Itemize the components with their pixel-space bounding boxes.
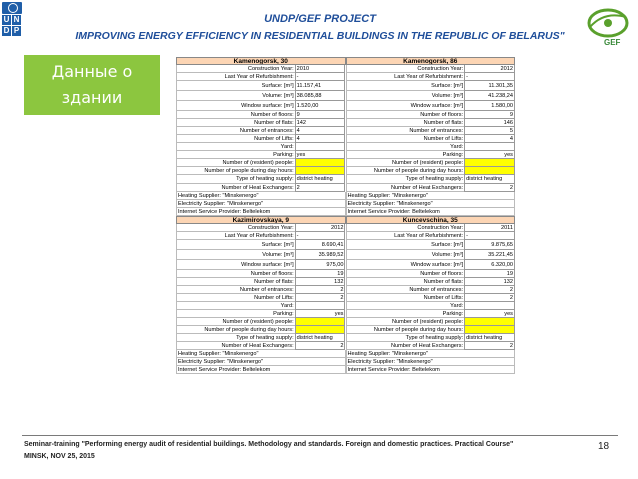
supplier-row: [176, 192, 515, 200]
field-label: Number of Lifts:: [346, 135, 465, 143]
field-value: [295, 167, 346, 175]
field-label: Number of entrances:: [176, 127, 295, 135]
row-right-half: [346, 101, 516, 111]
field-label: Number of Lifts:: [346, 294, 465, 302]
row-right-half: [346, 286, 516, 294]
field-label: Number of people during day hours:: [346, 326, 465, 334]
supplier-info: Internet Service Provider: Beltelekom: [346, 208, 516, 216]
undp-letter-d: D: [3, 26, 10, 35]
field-value: [464, 167, 515, 175]
row-right-half: [346, 342, 516, 350]
field-label: Number of flats:: [176, 278, 295, 286]
row-left-half: [176, 334, 346, 342]
field-value: 38.085,88: [295, 91, 346, 101]
field-value: 19: [464, 270, 515, 278]
field-label: Parking:: [176, 151, 295, 159]
row-left-half: [176, 302, 346, 310]
field-label: Volume: [m³]: [346, 250, 465, 260]
field-value: 2: [464, 184, 515, 192]
field-label: Number of Lifts:: [176, 135, 295, 143]
row-right-half: [346, 270, 516, 278]
field-label: Number of floors:: [176, 270, 295, 278]
field-value: 35.989,52: [295, 250, 346, 260]
footer-location-date: MINSK, NOV 25, 2015: [24, 453, 95, 460]
supplier-left: [176, 200, 346, 208]
row-right-half: [346, 91, 516, 101]
gef-logo-text: GEF: [604, 38, 621, 47]
field-label: Number of (resident) people:: [176, 159, 295, 167]
row-right-half: [346, 240, 516, 250]
field-label: Construction Year:: [346, 65, 465, 73]
row-left-half: [176, 111, 346, 119]
field-value: [464, 159, 515, 167]
supplier-left: [176, 366, 346, 374]
field-label: Number of people during day hours:: [346, 167, 465, 175]
field-value: 2010: [295, 65, 346, 73]
field-value: [464, 143, 515, 151]
field-value: district heating: [464, 334, 515, 342]
supplier-row: [176, 200, 515, 208]
field-label: Window surface: [m²]: [346, 260, 465, 270]
table-row: [176, 119, 515, 127]
field-value: -: [464, 232, 515, 240]
row-right-half: [346, 143, 516, 151]
field-label: Yard:: [346, 143, 465, 151]
supplier-info: Heating Supplier: "Minskenergo": [176, 192, 346, 200]
building-data-label-line1: Данные о: [51, 62, 133, 81]
footer-divider: [22, 435, 618, 436]
field-value: -: [295, 73, 346, 81]
supplier-info: Internet Service Provider: Beltelekom: [346, 366, 516, 374]
field-value: [464, 326, 515, 334]
row-left-half: [176, 167, 346, 175]
row-left-half: [176, 250, 346, 260]
field-value: 2: [464, 342, 515, 350]
table-row: [176, 159, 515, 167]
row-left-half: [176, 278, 346, 286]
row-right-half: [346, 326, 516, 334]
undp-logo: [2, 2, 22, 46]
field-label: Volume: [m³]: [176, 250, 295, 260]
field-value: 1.580,00: [464, 101, 515, 111]
supplier-info: Internet Service Provider: Beltelekom: [176, 366, 346, 374]
table-row: [176, 101, 515, 111]
row-right-half: [346, 65, 516, 73]
supplier-row: [176, 358, 515, 366]
row-left-half: [176, 151, 346, 159]
table-row: [176, 184, 515, 192]
table-row: [176, 240, 515, 250]
field-value: [464, 302, 515, 310]
supplier-info: Internet Service Provider: Beltelekom: [176, 208, 346, 216]
table-row: [176, 65, 515, 73]
un-emblem-icon: [2, 2, 22, 14]
supplier-info: Heating Supplier: "Minskenergo": [346, 350, 516, 358]
row-left-half: [176, 294, 346, 302]
field-value: [295, 302, 346, 310]
field-label: Type of heating supply:: [176, 175, 295, 183]
table-row: [176, 73, 515, 81]
field-value: 4: [295, 127, 346, 135]
row-right-half: [346, 250, 516, 260]
field-value: 4: [295, 135, 346, 143]
supplier-right: [346, 358, 516, 366]
table-row: [176, 81, 515, 91]
row-left-half: [176, 310, 346, 318]
field-label: Number of entrances:: [176, 286, 295, 294]
field-label: Number of Heat Exchangers:: [176, 342, 295, 350]
row-right-half: [346, 184, 516, 192]
field-label: Last Year of Refurbishment:: [346, 73, 465, 81]
field-value: -: [295, 232, 346, 240]
field-value: 9: [464, 111, 515, 119]
table-row: [176, 318, 515, 326]
building-block-header: [176, 216, 515, 224]
row-left-half: [176, 91, 346, 101]
field-value: 2011: [464, 224, 515, 232]
field-value: 2: [295, 342, 346, 350]
field-value: 35.221,45: [464, 250, 515, 260]
row-left-half: [176, 81, 346, 91]
table-row: [176, 260, 515, 270]
field-value: [295, 159, 346, 167]
row-right-half: [346, 81, 516, 91]
field-label: Construction Year:: [176, 65, 295, 73]
undp-letter-p: P: [13, 26, 20, 35]
table-row: [176, 302, 515, 310]
table-row: [176, 250, 515, 260]
row-left-half: [176, 260, 346, 270]
building-data-label: [24, 55, 160, 115]
supplier-right: [346, 192, 516, 200]
row-right-half: [346, 310, 516, 318]
field-label: Window surface: [m²]: [176, 260, 295, 270]
building-name-left: Kamenogorsk, 30: [176, 57, 346, 65]
field-label: Window surface: [m²]: [176, 101, 295, 111]
field-label: Number of flats:: [346, 278, 465, 286]
field-value: yes: [464, 151, 515, 159]
field-value: 132: [295, 278, 346, 286]
supplier-right: [346, 350, 516, 358]
table-row: [176, 167, 515, 175]
row-right-half: [346, 278, 516, 286]
supplier-left: [176, 192, 346, 200]
field-label: Number of entrances:: [346, 286, 465, 294]
supplier-info: Heating Supplier: "Minskenergo": [346, 192, 516, 200]
field-label: Number of floors:: [346, 270, 465, 278]
row-left-half: [176, 326, 346, 334]
field-value: 5: [464, 127, 515, 135]
field-label: Last Year of Refurbishment:: [346, 232, 465, 240]
field-label: Volume: [m³]: [176, 91, 295, 101]
supplier-info: Electricity Supplier: "Minskenergo": [176, 358, 346, 366]
row-left-half: [176, 224, 346, 232]
building-name-right: Kuncevschina, 35: [346, 216, 516, 224]
row-left-half: [176, 240, 346, 250]
row-left-half: [176, 318, 346, 326]
field-label: Window surface: [m²]: [346, 101, 465, 111]
field-label: Parking:: [346, 310, 465, 318]
row-left-half: [176, 342, 346, 350]
field-value: 9.875,65: [464, 240, 515, 250]
supplier-right: [346, 200, 516, 208]
supplier-row: [176, 208, 515, 216]
row-right-half: [346, 294, 516, 302]
field-label: Parking:: [346, 151, 465, 159]
row-right-half: [346, 224, 516, 232]
row-right-half: [346, 175, 516, 183]
field-label: Yard:: [346, 302, 465, 310]
field-label: Surface: [m²]: [346, 240, 465, 250]
row-left-half: [176, 232, 346, 240]
building-data-sheet: [176, 57, 515, 374]
field-label: Type of heating supply:: [346, 334, 465, 342]
field-label: Last Year of Refurbishment:: [176, 73, 295, 81]
row-left-half: [176, 135, 346, 143]
field-value: district heating: [295, 175, 346, 183]
table-row: [176, 127, 515, 135]
table-row: [176, 135, 515, 143]
table-row: [176, 342, 515, 350]
row-left-half: [176, 184, 346, 192]
row-left-half: [176, 159, 346, 167]
field-value: district heating: [295, 334, 346, 342]
building-block-header: [176, 57, 515, 65]
field-label: Number of Heat Exchangers:: [176, 184, 295, 192]
field-value: 975,00: [295, 260, 346, 270]
table-row: [176, 175, 515, 183]
supplier-left: [176, 358, 346, 366]
field-value: [295, 326, 346, 334]
supplier-info: Electricity Supplier: "Minskenergo": [176, 200, 346, 208]
page-number: 18: [598, 441, 610, 452]
table-row: [176, 278, 515, 286]
supplier-info: Heating Supplier: "Minskenergo": [176, 350, 346, 358]
row-left-half: [176, 175, 346, 183]
supplier-info: Electricity Supplier: "Minskenergo": [346, 200, 516, 208]
field-value: 132: [464, 278, 515, 286]
row-right-half: [346, 334, 516, 342]
field-value: 11.157,41: [295, 81, 346, 91]
row-right-half: [346, 73, 516, 81]
field-value: -: [464, 73, 515, 81]
supplier-row: [176, 350, 515, 358]
row-left-half: [176, 73, 346, 81]
row-right-half: [346, 302, 516, 310]
row-right-half: [346, 159, 516, 167]
building-name-left: Kazimirovskaya, 9: [176, 216, 346, 224]
field-value: 146: [464, 119, 515, 127]
field-label: Number of (resident) people:: [346, 159, 465, 167]
field-value: [295, 318, 346, 326]
table-row: [176, 310, 515, 318]
row-left-half: [176, 101, 346, 111]
field-label: Volume: [m³]: [346, 91, 465, 101]
field-value: 2: [464, 294, 515, 302]
row-right-half: [346, 135, 516, 143]
field-value: district heating: [464, 175, 515, 183]
table-row: [176, 286, 515, 294]
table-row: [176, 270, 515, 278]
table-row: [176, 111, 515, 119]
row-left-half: [176, 143, 346, 151]
row-right-half: [346, 318, 516, 326]
field-label: Number of floors:: [176, 111, 295, 119]
field-value: 2: [295, 184, 346, 192]
row-right-half: [346, 111, 516, 119]
field-value: 9: [295, 111, 346, 119]
field-label: Number of people during day hours:: [176, 167, 295, 175]
field-label: Number of (resident) people:: [346, 318, 465, 326]
field-label: Number of Heat Exchangers:: [346, 342, 465, 350]
field-label: Number of Lifts:: [176, 294, 295, 302]
row-right-half: [346, 260, 516, 270]
field-label: Last Year of Refurbishment:: [176, 232, 295, 240]
table-row: [176, 151, 515, 159]
table-row: [176, 224, 515, 232]
field-label: Number of entrances:: [346, 127, 465, 135]
field-value: [295, 143, 346, 151]
project-subtitle: IMPROVING ENERGY EFFICIENCY IN RESIDENTIAL BUILDINGS IN THE REPUBLIC OF BELARUS": [75, 30, 565, 42]
field-value: 2: [295, 294, 346, 302]
field-label: Number of flats:: [346, 119, 465, 127]
field-value: 1.520,00: [295, 101, 346, 111]
field-label: Yard:: [176, 143, 295, 151]
field-label: Construction Year:: [176, 224, 295, 232]
supplier-row: [176, 366, 515, 374]
table-row: [176, 334, 515, 342]
row-right-half: [346, 119, 516, 127]
field-value: yes: [295, 151, 346, 159]
table-row: [176, 91, 515, 101]
supplier-right: [346, 208, 516, 216]
table-row: [176, 294, 515, 302]
building-data-label-line2: здании: [61, 88, 123, 107]
field-label: Surface: [m²]: [176, 81, 295, 91]
field-value: 8.690,41: [295, 240, 346, 250]
field-label: Number of flats:: [176, 119, 295, 127]
field-value: yes: [295, 310, 346, 318]
field-label: Number of Heat Exchangers:: [346, 184, 465, 192]
project-title: UNDP/GEF PROJECT: [264, 13, 376, 25]
field-value: 41.238,24: [464, 91, 515, 101]
building-name-right: Kamenogorsk, 86: [346, 57, 516, 65]
field-label: Number of (resident) people:: [176, 318, 295, 326]
field-value: 4: [464, 135, 515, 143]
field-value: 142: [295, 119, 346, 127]
row-left-half: [176, 65, 346, 73]
field-value: yes: [464, 310, 515, 318]
row-right-half: [346, 232, 516, 240]
field-label: Number of people during day hours:: [176, 326, 295, 334]
row-right-half: [346, 167, 516, 175]
row-left-half: [176, 127, 346, 135]
field-value: 19: [295, 270, 346, 278]
undp-letter-u: U: [3, 15, 10, 24]
field-label: Parking:: [176, 310, 295, 318]
field-label: Surface: [m²]: [176, 240, 295, 250]
field-label: Surface: [m²]: [346, 81, 465, 91]
field-label: Construction Year:: [346, 224, 465, 232]
field-value: 2012: [295, 224, 346, 232]
field-label: Type of heating supply:: [176, 334, 295, 342]
supplier-right: [346, 366, 516, 374]
undp-letter-n: N: [13, 15, 20, 24]
row-right-half: [346, 127, 516, 135]
field-value: 2012: [464, 65, 515, 73]
field-value: [464, 318, 515, 326]
footer-seminar-title: Seminar-training "Performing energy audit of residential buildings. Methodology and standards. Foreign and domestic practices. Practical Course": [24, 441, 514, 448]
field-value: 2: [295, 286, 346, 294]
table-row: [176, 326, 515, 334]
field-label: Type of heating supply:: [346, 175, 465, 183]
field-value: 6.320,00: [464, 260, 515, 270]
table-row: [176, 143, 515, 151]
row-right-half: [346, 151, 516, 159]
supplier-left: [176, 208, 346, 216]
field-label: Yard:: [176, 302, 295, 310]
table-row: [176, 232, 515, 240]
supplier-left: [176, 350, 346, 358]
field-value: 11.301,35: [464, 81, 515, 91]
supplier-info: Electricity Supplier: "Minskenergo": [346, 358, 516, 366]
row-left-half: [176, 286, 346, 294]
row-left-half: [176, 270, 346, 278]
row-left-half: [176, 119, 346, 127]
field-label: Number of floors:: [346, 111, 465, 119]
field-value: 2: [464, 286, 515, 294]
